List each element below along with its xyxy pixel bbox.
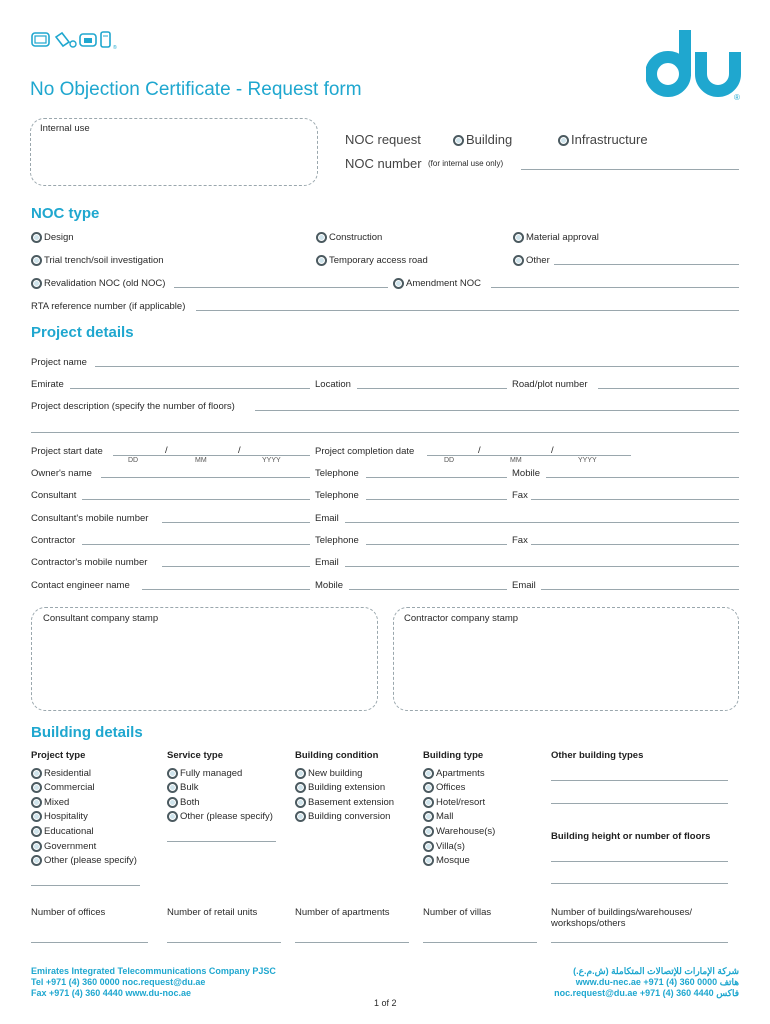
contractor-email-field[interactable] [345,566,739,567]
temporary-road-radio[interactable] [316,255,327,266]
noc-number-field[interactable] [521,169,739,170]
footer-company: Emirates Integrated Telecommunications Company PJSC [31,966,276,976]
other-building-types-field-2[interactable] [551,803,728,804]
project-name-field[interactable] [95,366,739,367]
temporary-road-label: Temporary access road [329,255,428,266]
completion-dd: DD [444,457,455,464]
mosque-label: Mosque [436,855,470,866]
commercial-radio[interactable] [31,782,42,793]
basement-extension-radio[interactable] [295,797,306,808]
completion-date-slash-2: / [551,445,554,456]
building-conversion-label: Building conversion [308,811,391,822]
amendment-field[interactable] [491,287,739,288]
revalidation-label: Revalidation NOC (old NOC) [44,278,166,289]
owner-mobile-label: Mobile [512,468,540,479]
other-radio[interactable] [513,255,524,266]
page-number: 1 of 2 [374,998,397,1008]
start-date-slash-2: / [238,445,241,456]
consultant-mobile-field[interactable] [162,522,310,523]
num-offices-field[interactable] [31,942,148,943]
contractor-mobile-label: Contractor's mobile number [31,557,148,568]
building-height-field-2[interactable] [551,883,728,884]
completion-mm: MM [510,457,522,464]
owner-field[interactable] [101,477,310,478]
both-radio[interactable] [167,797,178,808]
contractor-label: Contractor [31,535,76,546]
hospitality-radio[interactable] [31,811,42,822]
mixed-radio[interactable] [31,797,42,808]
hotel-resort-radio[interactable] [423,797,434,808]
infrastructure-radio[interactable] [558,135,569,146]
location-label: Location [315,379,351,390]
project-details-heading: Project details [31,324,134,341]
building-height-field-1[interactable] [551,861,728,862]
num-retail-label: Number of retail units [167,907,258,918]
engineer-email-label: Email [512,580,536,591]
contractor-mobile-field[interactable] [162,566,310,567]
owner-telephone-label: Telephone [315,468,359,479]
start-dd: DD [128,457,139,464]
num-retail-field[interactable] [167,942,281,943]
project-name-label: Project name [31,357,87,368]
emirate-label: Emirate [31,379,64,390]
bulk-label: Bulk [180,782,199,793]
du-logo [646,30,746,102]
hospitality-label: Hospitality [44,811,88,822]
svg-text:®: ® [734,93,740,102]
educational-radio[interactable] [31,826,42,837]
num-apartments-field[interactable] [295,942,409,943]
rta-ref-label: RTA reference number (if applicable) [31,301,186,312]
mosque-radio[interactable] [423,855,434,866]
road-plot-field[interactable] [598,388,739,389]
mixed-label: Mixed [44,797,70,808]
new-building-label: New building [308,768,363,779]
emirate-field[interactable] [70,388,310,389]
amendment-radio[interactable] [393,278,404,289]
contractor-field[interactable] [82,544,310,545]
offices-label: Offices [436,782,466,793]
completion-date-field[interactable] [427,455,631,456]
building-conversion-radio[interactable] [295,811,306,822]
footer-arabic-fax: noc.request@du.ae +971 (4) 360 4440 فاكس [554,988,739,998]
service-other-radio[interactable] [167,811,178,822]
footer-arabic-tel: www.du-nec.ae +971 (4) 360 0000 هاتف [575,977,739,987]
road-plot-label: Road/plot number [512,379,588,390]
government-radio[interactable] [31,841,42,852]
footer-arabic-company: شركة الإمارات للإتصالات المتكاملة (ش.م.ع.) [573,966,739,976]
contact-engineer-field[interactable] [142,589,310,590]
building-height-label: Building height or number of floors [551,831,711,842]
building-extension-label: Building extension [308,782,386,793]
material-approval-label: Material approval [526,232,599,243]
start-date-field[interactable] [113,455,310,456]
footer-fax: Fax +971 (4) 360 4440 www.du-noc.ae [31,988,191,998]
noc-type-heading: NOC type [31,205,100,222]
service-other-field[interactable] [167,841,276,842]
num-buildings-label-2: workshops/others [551,918,626,929]
consultant-stamp-label: Consultant company stamp [43,613,159,624]
num-villas-label: Number of villas [423,907,492,918]
footer-tel: Tel +971 (4) 360 0000 noc.request@du.ae [31,977,206,987]
contractor-telephone-label: Telephone [315,535,359,546]
residential-label: Residential [44,768,91,779]
design-radio[interactable] [31,232,42,243]
start-mm: MM [195,457,207,464]
consultant-email-label: Email [315,513,339,524]
building-extension-radio[interactable] [295,782,306,793]
project-other-field[interactable] [31,885,140,886]
start-date-label: Project start date [31,446,103,457]
num-offices-label: Number of offices [31,907,106,918]
fully-managed-label: Fully managed [180,768,243,779]
offices-radio[interactable] [423,782,434,793]
apartments-label: Apartments [436,768,485,779]
contractor-fax-field[interactable] [531,544,739,545]
trial-trench-radio[interactable] [31,255,42,266]
noc-number-label: NOC number [345,156,422,171]
construction-radio[interactable] [316,232,327,243]
service-icons [31,29,121,51]
bulk-radio[interactable] [167,782,178,793]
contractor-telephone-field[interactable] [366,544,507,545]
consultant-telephone-field[interactable] [366,499,507,500]
engineer-mobile-label: Mobile [315,580,343,591]
consultant-telephone-label: Telephone [315,490,359,501]
completion-date-slash-1: / [478,445,481,456]
contractor-fax-label: Fax [512,535,528,546]
project-other-label: Other (please specify) [44,855,137,866]
engineer-email-field[interactable] [541,589,739,590]
noc-number-note: (for internal use only) [428,159,504,168]
amendment-label: Amendment NOC [406,278,481,289]
consultant-email-field[interactable] [345,522,739,523]
mall-label: Mall [436,811,454,822]
num-villas-field[interactable] [423,942,537,943]
owner-label: Owner's name [31,468,92,479]
consultant-fax-label: Fax [512,490,528,501]
project-description-field[interactable] [255,410,739,411]
col-other-building-types: Other building types [551,750,644,761]
basement-extension-label: Basement extension [308,797,395,808]
contact-engineer-label: Contact engineer name [31,580,130,591]
col-project-type: Project type [31,750,86,761]
other-label: Other [526,255,550,266]
owner-telephone-field[interactable] [366,477,507,478]
apartments-radio[interactable] [423,768,434,779]
warehouses-radio[interactable] [423,826,434,837]
svg-text:®: ® [113,45,117,51]
building-details-heading: Building details [31,724,143,741]
other-building-types-field-1[interactable] [551,780,728,781]
page-title: No Objection Certificate - Request form [30,79,362,100]
contractor-email-label: Email [315,557,339,568]
design-label: Design [44,232,74,243]
new-building-radio[interactable] [295,768,306,779]
revalidation-radio[interactable] [31,278,42,289]
col-building-type: Building type [423,750,484,761]
col-service-type: Service type [167,750,223,761]
col-building-condition: Building condition [295,750,379,761]
warehouses-label: Warehouse(s) [436,826,496,837]
revalidation-field[interactable] [174,287,388,288]
trial-trench-label: Trial trench/soil investigation [44,255,164,266]
engineer-mobile-field[interactable] [349,589,507,590]
construction-label: Construction [329,232,383,243]
location-field[interactable] [357,388,507,389]
contractor-stamp-label: Contractor company stamp [404,613,519,624]
villas-label: Villa(s) [436,841,465,852]
consultant-fax-field[interactable] [531,499,739,500]
material-approval-radio[interactable] [513,232,524,243]
project-other-radio[interactable] [31,855,42,866]
num-apartments-label: Number of apartments [295,907,390,918]
noc-request-label: NOC request [345,132,421,147]
fully-managed-radio[interactable] [167,768,178,779]
start-date-slash-1: / [165,445,168,456]
start-yyyy: YYYY [262,457,281,464]
commercial-label: Commercial [44,782,95,793]
educational-label: Educational [44,826,94,837]
consultant-mobile-label: Consultant's mobile number [31,513,149,524]
service-other-label: Other (please specify) [180,811,273,822]
both-label: Both [180,797,200,808]
completion-yyyy: YYYY [578,457,597,464]
building-radio[interactable] [453,135,464,146]
rta-ref-field[interactable] [196,310,739,311]
infrastructure-option-label: Infrastructure [571,132,648,147]
project-description-label: Project description (specify the number of floors) [31,401,235,412]
owner-mobile-field[interactable] [546,477,739,478]
consultant-label: Consultant [31,490,77,501]
num-buildings-field[interactable] [551,942,728,943]
consultant-field[interactable] [82,499,310,500]
building-option-label: Building [466,132,513,147]
mall-radio[interactable] [423,811,434,822]
government-label: Government [44,841,97,852]
residential-radio[interactable] [31,768,42,779]
num-buildings-label-1: Number of buildings/warehouses/ [551,907,692,918]
project-description-field-2[interactable] [31,432,739,433]
hotel-resort-label: Hotel/resort [436,797,486,808]
completion-date-label: Project completion date [315,446,415,457]
villas-radio[interactable] [423,841,434,852]
other-field[interactable] [554,264,739,265]
internal-use-label: Internal use [40,123,90,134]
